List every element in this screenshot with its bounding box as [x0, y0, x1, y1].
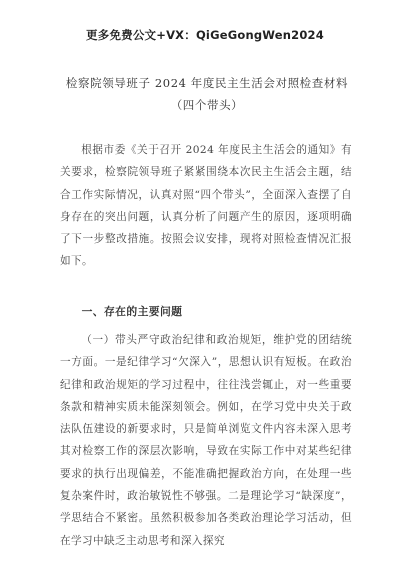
section-paragraph: （一）带头严守政治纪律和政治规矩，维护党的团结统一方面。一是纪律学习“欠深入”，思想认识有短板。在政治纪律和政治规矩的学习过程中，往往浅尝辄止，对一些重要条款和精神实质未能深刻领会。例如，在学习党中央关于政法队伍建设的新要求时，只是简单浏览文件内容未深入思考其对检察工作的深层次影响，导致在实际工作中对某些纪律要求的执行出现偏差，不能准确把握政治方向，在处理一些复杂案件时，政治敏锐性不够强。二是理论学习“缺深度”，学思结合不紧密。虽然积极参加各类政治理论学习活动，但在学习中缺乏主动思考和深入探究 [60, 334, 352, 547]
intro-paragraph: 根据市委《关于召开 2024 年度民主生活会的通知》有关要求，检察院领导班子紧紧围绕本次民主生活会主题，结合工作实际情况，认真对照“四个带头”，全面深入查摆了自身存在的突出问题，认真分析了问题产生的原因，逐项明确了下一步整改措施。按照会议安排，现将对照检查情况汇报如下。 [60, 144, 352, 268]
promo-line: 更多免费公文+VX：QiGeGongWen2024 [86, 28, 324, 42]
document-title: 检察院领导班子 2024 年度民主生活会对照检查材料（四个带头） [65, 76, 349, 112]
section-heading: 一、存在的主要问题 [81, 305, 183, 318]
